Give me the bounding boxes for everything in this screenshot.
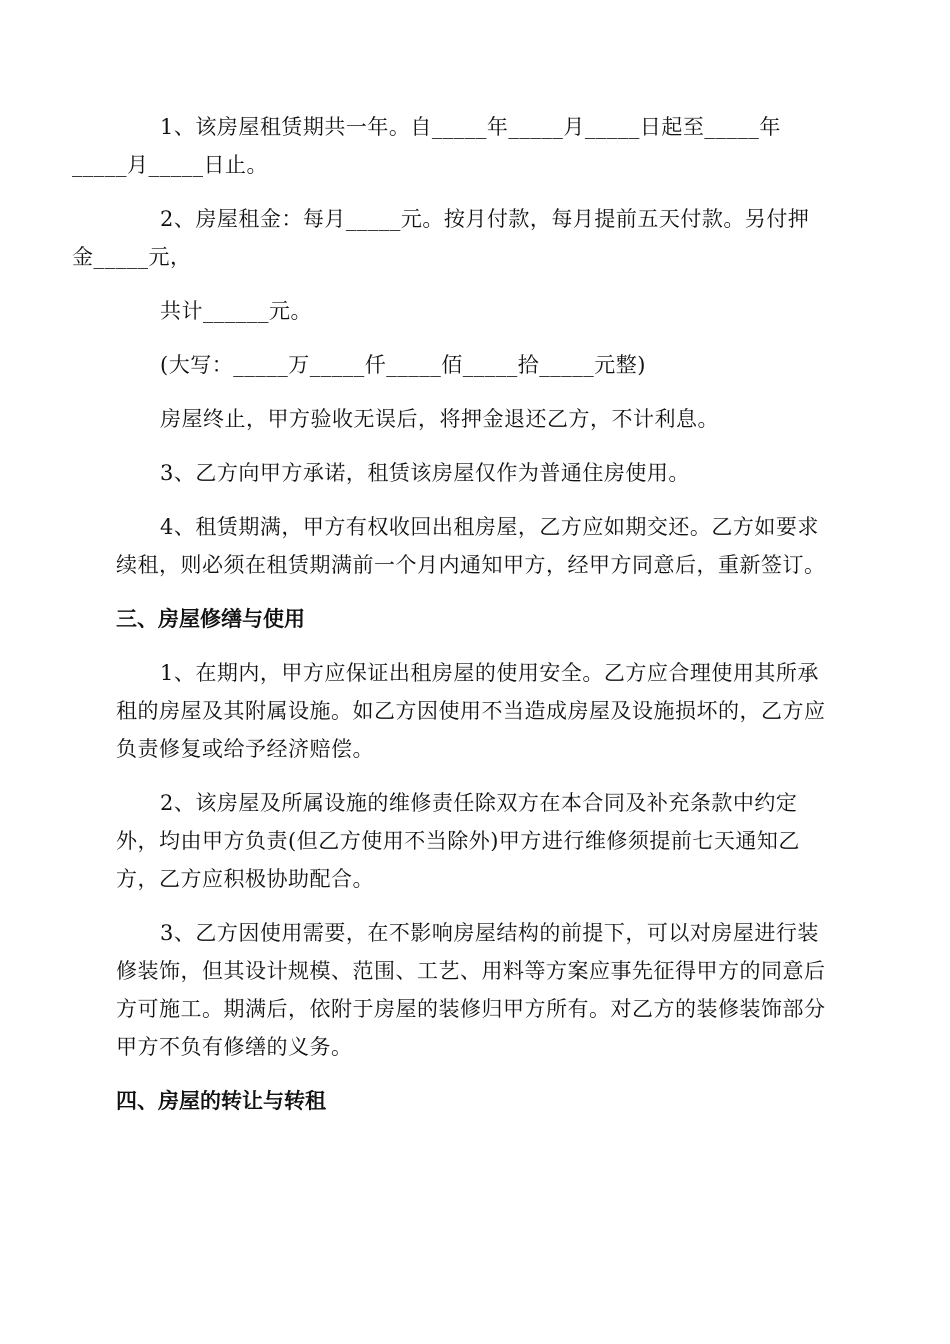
lease-term-clause — [72, 108, 836, 184]
rent-total: 共计______元。 — [160, 299, 312, 323]
repair-clause-3: 3、乙方因使用需要，在不影响房屋结构的前提下，可以对房屋进行装修装饰，但其设计规模、范围、工艺、用料等方案应事先征得甲方的同意后方可施工。期满后，依附于房屋的装修归甲方所有。对乙方的装修装饰部分甲方不负有修缮的义务。 — [116, 921, 826, 1059]
rent-clause — [72, 200, 836, 276]
repair-clause-1: 1、在期内，甲方应保证出租房屋的使用安全。乙方应合理使用其所承租的房屋及其附属设施。如乙方因使用不当造成房屋及设施损坏的，乙方应负责修复或给予经济赔偿。 — [116, 661, 826, 761]
document-page — [72, 108, 836, 1136]
lease-renewal-clause: 4、租赁期满，甲方有权收回出租房屋，乙方应如期交还。乙方如要求续租，则必须在租赁期满前一个月内通知甲方，经甲方同意后，重新签订。 — [116, 515, 826, 577]
residential-use-clause: 3、乙方向甲方承诺，租赁该房屋仅作为普通住房使用。 — [160, 461, 690, 485]
section-heading-repair: 三、房屋修缮与使用 — [116, 607, 305, 631]
lease-term-line2: _____月_____日止。 — [72, 153, 268, 177]
lease-term-line1: 1、该房屋租赁期共一年。自_____年_____月_____日起至_____年 — [160, 115, 781, 139]
repair-clause-2: 2、该房屋及所属设施的维修责任除双方在本合同及补充条款中约定外，均由甲方负责(但乙方使用不当除外)甲方进行维修须提前七天通知乙方，乙方应积极协助配合。 — [116, 791, 800, 891]
rent-line1: 2、房屋租金：每月_____元。按月付款，每月提前五天付款。另付押 — [160, 207, 810, 231]
rent-line2: 金_____元， — [72, 245, 192, 269]
section-heading-transfer: 四、房屋的转让与转租 — [116, 1089, 326, 1113]
rent-total-capital: (大写：_____万_____仟_____佰_____拾_____元整) — [160, 353, 646, 377]
deposit-refund-clause: 房屋终止，甲方验收无误后，将押金退还乙方，不计利息。 — [160, 407, 719, 431]
